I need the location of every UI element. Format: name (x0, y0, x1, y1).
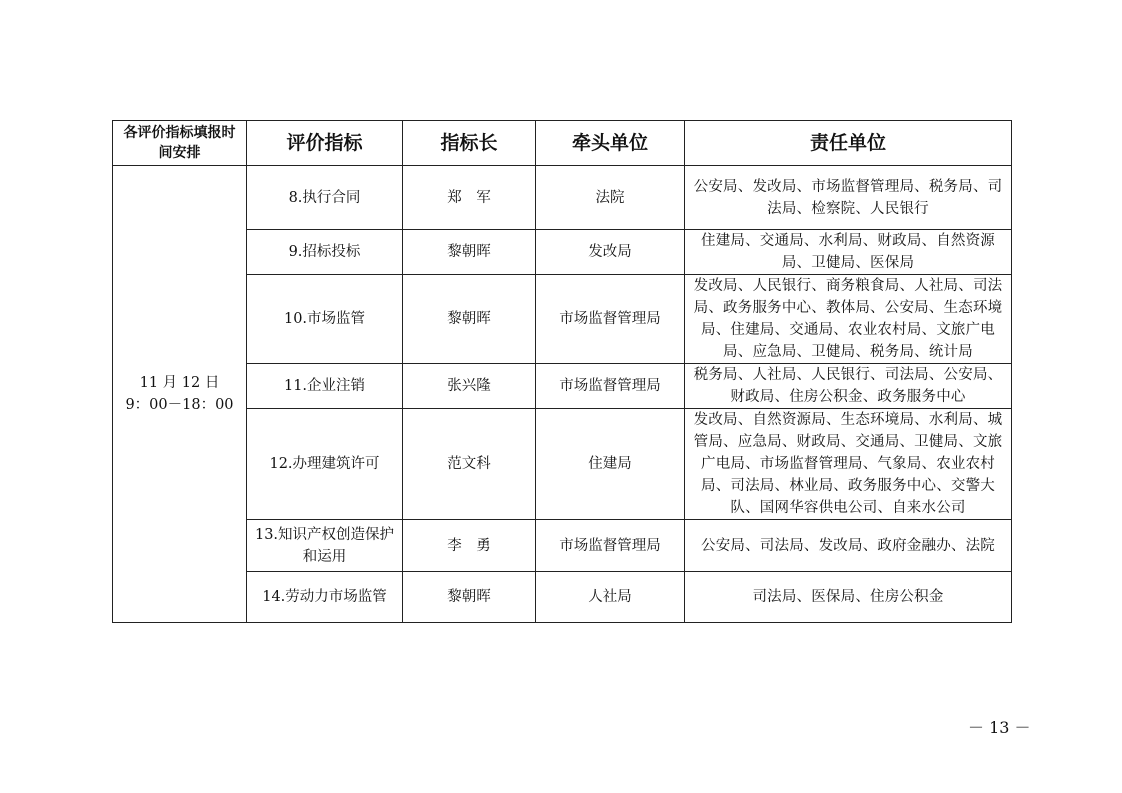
table-row (113, 166, 1012, 230)
table-header-row (113, 121, 1012, 166)
schedule-table (112, 120, 1012, 623)
indicator-cell: 9.招标投标 (247, 230, 403, 275)
leader-cell: 郑 军 (403, 166, 536, 230)
header-indicator: 评价指标 (247, 121, 403, 166)
leader-cell: 黎朝晖 (403, 275, 536, 364)
lead-unit-cell: 发改局 (536, 230, 685, 275)
lead-unit-cell: 市场监督管理局 (536, 275, 685, 364)
time-cell (113, 166, 247, 623)
table-row (113, 520, 1012, 572)
responsible-cell: 发改局、人民银行、商务粮食局、人社局、司法局、政务服务中心、教体局、公安局、生态环境局、住建局、交通局、农业农村局、文旅广电局、应急局、卫健局、税务局、统计局 (685, 275, 1012, 364)
table-row (113, 364, 1012, 409)
header-leader: 指标长 (403, 121, 536, 166)
table-row (113, 230, 1012, 275)
time-hours: 9：00－18：00 (125, 397, 234, 413)
lead-unit-cell: 法院 (536, 166, 685, 230)
indicator-cell: 12.办理建筑许可 (247, 409, 403, 520)
indicator-cell: 13.知识产权创造保护和运用 (247, 520, 403, 572)
lead-unit-cell: 住建局 (536, 409, 685, 520)
leader-cell: 李 勇 (403, 520, 536, 572)
lead-unit-cell: 人社局 (536, 572, 685, 623)
header-time-schedule: 各评价指标填报时间安排 (113, 121, 247, 166)
lead-unit-cell: 市场监督管理局 (536, 364, 685, 409)
header-responsible-unit: 责任单位 (685, 121, 1012, 166)
time-date: 11 月 12 日 (139, 375, 220, 391)
leader-cell: 范文科 (403, 409, 536, 520)
leader-cell: 黎朝晖 (403, 230, 536, 275)
responsible-cell: 住建局、交通局、水利局、财政局、自然资源局、卫健局、医保局 (685, 230, 1012, 275)
responsible-cell: 公安局、司法局、发改局、政府金融办、法院 (685, 520, 1012, 572)
page-number: － 13 － (968, 718, 1031, 737)
table-row (113, 572, 1012, 623)
table-row (113, 409, 1012, 520)
header-lead-unit: 牵头单位 (536, 121, 685, 166)
responsible-cell: 公安局、发改局、市场监督管理局、税务局、司法局、检察院、人民银行 (685, 166, 1012, 230)
indicator-cell: 10.市场监管 (247, 275, 403, 364)
leader-cell: 张兴隆 (403, 364, 536, 409)
responsible-cell: 发改局、自然资源局、生态环境局、水利局、城管局、应急局、财政局、交通局、卫健局、文旅广电局、市场监督管理局、气象局、农业农村局、司法局、林业局、政务服务中心、交警大队、国网华容供电公司、自来水公司 (685, 409, 1012, 520)
lead-unit-cell: 市场监督管理局 (536, 520, 685, 572)
indicator-cell: 8.执行合同 (247, 166, 403, 230)
leader-cell: 黎朝晖 (403, 572, 536, 623)
indicator-cell: 14.劳动力市场监管 (247, 572, 403, 623)
responsible-cell: 税务局、人社局、人民银行、司法局、公安局、财政局、住房公积金、政务服务中心 (685, 364, 1012, 409)
table-row (113, 275, 1012, 364)
indicator-cell: 11.企业注销 (247, 364, 403, 409)
responsible-cell: 司法局、医保局、住房公积金 (685, 572, 1012, 623)
